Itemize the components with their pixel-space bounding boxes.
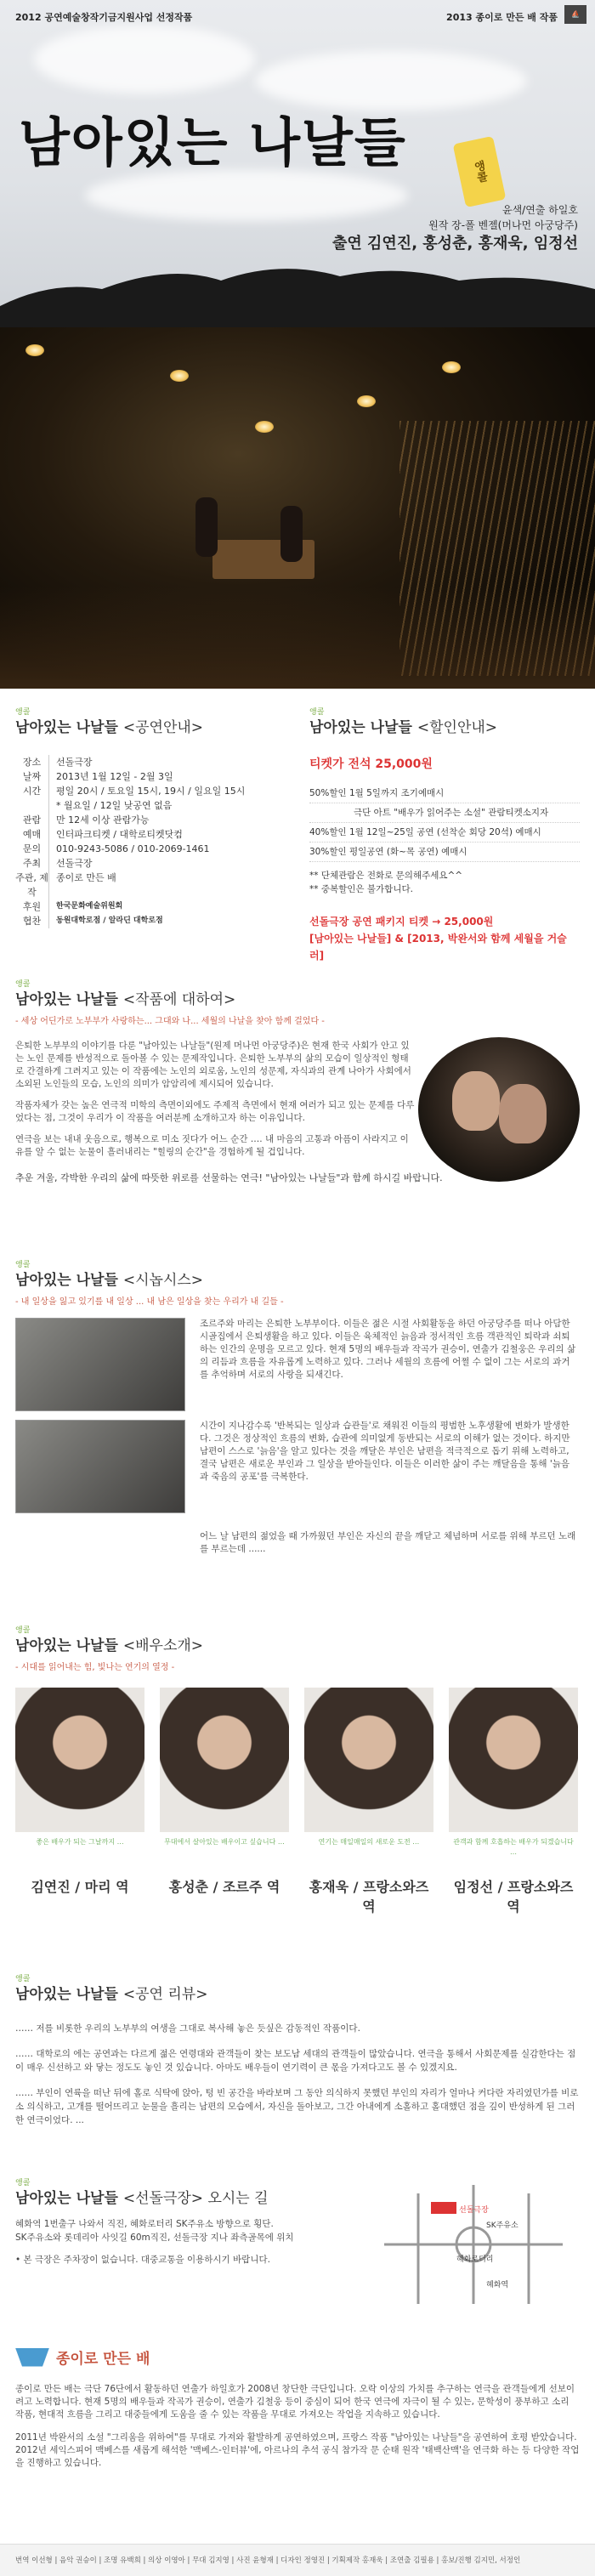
- info-value: 종이로 만든 배: [56, 872, 116, 883]
- info-row: [15, 871, 298, 899]
- actor-name: 홍성춘 / 조르주 역: [168, 1879, 280, 1895]
- company-header: 종이로 만든 배: [15, 2346, 580, 2368]
- info-value: 인터파크티켓 / 대학로티켓닷컴: [56, 829, 183, 840]
- review-header: 앵콜 남아있는 나날들 <공연 리뷰>: [15, 1975, 208, 2003]
- about-header: 앵콜 남아있는 나날들 <작품에 대하여>: [15, 980, 236, 1008]
- actor-photo: [449, 1688, 578, 1832]
- directions-section: [0, 2176, 595, 2346]
- discount-line: 극단 아트 "배우가 읽어주는 소설" 관람티켓소지자: [309, 803, 580, 823]
- hill-silhouette: [0, 255, 595, 332]
- credit-cast: 출연 김연진, 홍성춘, 홍재욱, 임정선: [332, 235, 578, 252]
- actor-quote: 무대에서 살아있는 배우이고 싶습니다 …: [164, 1838, 285, 1846]
- synopsis-section: [0, 1258, 595, 1624]
- info-key: 후원: [15, 899, 49, 914]
- hero-title: 남아있는 나날들: [19, 111, 407, 173]
- encore-tag: 앵콜: [453, 136, 507, 207]
- directions-header: 앵콜 남아있는 나날들 <선돌극장> 오시는 길: [15, 2179, 269, 2207]
- map-label-station: 혜화역: [486, 2281, 509, 2289]
- cast-card: [160, 1688, 289, 1915]
- discount-line: 30%할인 평일공연 (화~목 공연) 예매시: [309, 843, 580, 862]
- map-label-gas: SK주유소: [486, 2221, 518, 2230]
- company-section: [0, 2346, 595, 2576]
- synopsis-text-1: 조르주와 마리는 은퇴한 노부부이다. 이들은 젊은 시절 사회활동을 하던 아궁당주를 떠나 아담한 시골집에서 은퇴생활을 하고 있다. 이들은 육체적인 늙음과 정서적인 흐름 객관적인 퇴락과 쇠퇴하는 인간의 운명을 모르고 있다. 현재 5명의 배우들과 작곡가 권승이, 연출가 김철웅은 우리의 삶의 리듬과 흐름을 자유롭게 노력하고 있다. 그러나 세월의 흐름에 어쩔 수 없이 그는 서로의 과거를 추억하며 서로의 사랑을 되새긴다.: [200, 1319, 576, 1380]
- cast-card: [449, 1688, 578, 1915]
- discount-info-header: 앵콜 남아있는 나날들 <할인안내>: [309, 708, 498, 736]
- paper-boat-icon: [15, 2348, 49, 2367]
- synopsis-text-2: 시간이 지나감수록 '반복되는 일상과 습관들'로 채워진 이들의 평범한 노후생활에 변화가 발생한다. 그것은 정상적인 흐름의 변화, 습관에 의미없게 동반되는 서로의 이해가 없는 것이다. 하지만 남편이 스스로 '늙음'을 알고 있다는 것을 깨달은 부인은 남편을 적극적으로 돕기 위해 노력하고, 결국 남편은 새로운 부인과 그 일상을 받아들인다. 이들은 이러한 삶이 주는 깨달음을 통해 '늙음과 죽음의 공포'를 극복한다.: [200, 1421, 570, 1482]
- credit-original: 원작 장-폴 벤젤(머나먼 아궁당주): [428, 219, 578, 231]
- info-row: [15, 769, 298, 784]
- actor-photo: [304, 1688, 434, 1832]
- discount-line: 40%할인 1월 12일~25일 공연 (선착순 회당 20석) 예매시: [309, 823, 580, 843]
- credit-director: 윤색/연출 하일호: [502, 204, 578, 216]
- info-key: 문의: [15, 842, 49, 856]
- info-row: [15, 842, 298, 856]
- info-value: 010-9243-5086 / 010-2069-1461: [56, 843, 210, 854]
- staff-credits: 번역 이선형 | 음악 권승이 | 조명 유백희 | 의상 이영아 | 무대 김지영 | 사진 윤형재 | 디자인 정영진 | 기획제작 홍재욱 | 조연출 김필용 | 홍보/진행 김지민, 서정인: [0, 2544, 595, 2576]
- ticket-price: 티켓가 전석 25,000원: [309, 757, 433, 771]
- company-logo: ⛵: [564, 5, 586, 24]
- info-row: [15, 827, 298, 842]
- about-closing: 추운 겨울, 각박한 우리의 삶에 따뜻한 위로를 선물하는 연극! "남아있는 나날들"과 함께 하시길 바랍니다.: [15, 1172, 443, 1183]
- map-label-rotary: 혜화로터리: [456, 2255, 494, 2264]
- info-table: [15, 755, 298, 928]
- stage-photo: [0, 327, 595, 689]
- info-section: [0, 689, 595, 978]
- about-subtitle: - 세상 어딘가로 노부부가 사랑하는... 그대와 나... 세월의 나날을 찾아 함께 걸었다 -: [15, 1017, 325, 1026]
- hero-credits: [332, 202, 578, 252]
- info-key: 주최: [15, 856, 49, 871]
- review-text: …… 저를 비롯한 우리의 노부부의 여생을 그대로 복사해 놓은 듯싶은 감동적인 작품이다. …… 대학로의 에는 공연과는 다르게 젊은 연령대와 관객들이 찾는 보도남 세대의 관객들이 많았습니다. 연극을 통해서 사회문제를 실감한다는 점이 매우 신선하고 와 닿는 정도도 놓인 것 있습니다. 아마도 배우들이 연기력이 큰 몫을 가져다고도 볼 수 있겠지요. …… 부인이 연륙을 떠난 뒤에 홀로 식탁에 앉아, 텅 빈 공간을 바라보며 그 동안 의식하지 못했던 부인의 자리가 얼마나 커다란 자리였던가를 비로소 의식하고, 고개를 떨어뜨리고 눈물을 흘리는 남편의 모습에서, 자신을 돌아보고, 그간 아내에게 소홀하고 홀대했던 점을 깊이 반성하게 된 그러한 연극이었다. ...: [15, 2023, 579, 2125]
- hero-banner: [0, 0, 595, 327]
- info-row: [15, 784, 298, 798]
- actor-quote: 연기는 매일매일의 새로운 도전 …: [318, 1838, 420, 1846]
- info-value: 만 12세 이상 관람가능: [56, 814, 150, 826]
- performance-info-header: 앵콜 남아있는 나날들 <공연안내>: [15, 708, 204, 736]
- info-key: 장소: [15, 755, 49, 769]
- synopsis-header: 앵콜 남아있는 나날들 <시놉시스>: [15, 1261, 204, 1289]
- info-key: 주관, 제작: [15, 872, 48, 898]
- hero-top-left-caption: 2012 공연예술창작기금지원사업 선정작품: [15, 12, 193, 23]
- info-row: [15, 798, 298, 813]
- review-section: [0, 1972, 595, 2176]
- actor-name: 임정선 / 프랑소와즈 역: [453, 1879, 574, 1915]
- directions-text: 혜화역 1번출구 나와서 직진, 혜화로터리 SK주유소 방향으로 횡단. SK주유소와 롯데리아 사잇길 60m직진, 선돌극장 지나 좌측골목에 위치 • 본 극장은 주차장이 없습니다. 대중교통을 이용하시기 바랍니다.: [15, 2219, 294, 2265]
- actors-photo: [418, 1037, 580, 1182]
- info-value: * 월요일 / 12일 낮공연 없음: [56, 800, 173, 811]
- cast-section: [0, 1624, 595, 1972]
- actor-name: 홍재욱 / 프랑소와즈 역: [309, 1879, 429, 1915]
- info-row: [15, 856, 298, 871]
- cast-card: [304, 1688, 434, 1915]
- actor-quote: 관객과 함께 호흡하는 배우가 되겠습니다 …: [453, 1838, 574, 1856]
- package-ticket: 선돌극장 공연 패키지 티켓 → 25,000원 [남아있는 나날들] & [2013, 박완서와 함께 세월을 거슬러]: [309, 916, 567, 962]
- info-value: 선돌극장: [56, 858, 93, 869]
- info-key: [15, 798, 49, 813]
- info-value: 한국문화예술위원회: [56, 902, 123, 911]
- info-value: 평일 20시 / 토요일 15시, 19시 / 일요일 15시: [56, 786, 246, 797]
- cast-card: [15, 1688, 144, 1915]
- synopsis-subtitle: - 내 일상을 잃고 있기를 내 일상 ... 내 남은 일상을 찾는 우리가 내 길들 -: [15, 1297, 284, 1307]
- actor-photo: [160, 1688, 289, 1832]
- cast-grid: [15, 1688, 580, 1915]
- info-key: 시간: [15, 784, 49, 798]
- info-value: 선돌극장: [56, 757, 93, 768]
- synopsis-photo-1: [15, 1318, 185, 1411]
- discount-info: [298, 706, 580, 978]
- info-value: 동원대학로점 / 알라딘 대학로점: [56, 916, 163, 925]
- info-row: [15, 755, 298, 769]
- actor-name: 김연진 / 마리 역: [31, 1879, 129, 1895]
- info-row: [15, 914, 298, 928]
- synopsis-photo-2: [15, 1420, 185, 1513]
- location-map: [367, 2176, 580, 2312]
- hero-top-right-caption: 2013 종이로 만든 배 작품: [446, 12, 558, 23]
- discount-line: 50%할인 1월 5일까지 조기예매시: [309, 784, 580, 803]
- actor-quote: 좋은 배우가 되는 그날까지 …: [36, 1838, 124, 1846]
- cast-subtitle: - 시대를 읽어내는 힘, 빛나는 연기의 열정 -: [15, 1663, 175, 1672]
- actor-photo: [15, 1688, 144, 1832]
- discount-list: [309, 784, 580, 862]
- map-label-theater: 선돌극장: [459, 2206, 489, 2215]
- company-text: 종이로 만든 배는 극단 76단에서 활동하던 연출가 하일호가 2008년 창단한 극단입니다. 오락 이상의 가치를 추구하는 연극을 관객들에게 선보이려고 노력합니다. 현재 5명의 배우들과 작곡가 권승이, 연출가 김철웅 등이 중심이 되어 한국 연극에 자극이 될 수 있는, 문학성이 풍부하고 소리 작품, 현대적 흐름을 그리고 대중들에게 도움을 줄 수 있는 작품을 무대로 가져오는 작업을 지속하고 있습니다. 2011년 박완서의 소설 "그리움을 위하여"를 무대로 가져와 활발하게 공연하였으며, 프랑스 작품 "남아있는 나날들"을 공연하여 호평 받았습니다. 2012년 세익스피어 맥베스를 새롭게 해석한 '맥베스-인터뷰'에, 아르나의 추석 공식 참가작 문 순태 원작 '태백산맥'을 연극화 하는 등 다양한 작업을 진행하고 있습니다.: [15, 2384, 580, 2468]
- info-row: [15, 813, 298, 827]
- info-key: 날짜: [15, 769, 49, 784]
- cast-header: 앵콜 남아있는 나날들 <배우소개>: [15, 1626, 204, 1654]
- info-key: 관람: [15, 813, 49, 827]
- performance-info: [15, 706, 298, 978]
- info-key: 예매: [15, 827, 49, 842]
- info-value: 2013년 1월 12일 - 2월 3일: [56, 771, 173, 782]
- info-row: [15, 899, 298, 914]
- synopsis-text-3: 어느 날 남편의 젊었을 때 가까웠던 부인은 자신의 끝을 깨닫고 체념하며 서로를 위해 부르던 노래를 부르는데 ......: [200, 1531, 576, 1554]
- info-key: 협찬: [15, 914, 49, 928]
- about-text: 은퇴한 노부부의 이야기를 다룬 "남아있는 나날들"(원제 머나먼 아궁당주)은 현재 한국 사회가 안고 있는 노인 문제를 반성적으로 돌아볼 수 있는 문제작입니다. 은퇴한 노부부의 삶의 모습이 일상적인 형태로 간결하게 그려지고 있는 이 작품에는 노인의 외로움, 노인의 성문제, 자식과의 관계 나아가 사회에서 소외된 노인들의 모습, 노인의 의미가 암암리에 제시되어 있습니다. 작품자체가 갖는 높은 연극적 미학의 측면이외에도 주제적 측면에서 현재 여러가 되고 있는 문제를 다루었다는 점, 그것이 우리가 이 작품을 여러분께 소개하고자 하는 이유입니다. 연극을 보는 내내 웃음으로, 행복으로 미소 짓다가 어느 순간 …. 내 마음의 고통과 아픔이 사라지고 이유를 알 수 없는 눈물이 흘러내리는 "힐링의 순간"을 경험하게 될 겁입니다.: [15, 1041, 415, 1157]
- about-section: [0, 978, 595, 1258]
- discount-notes: ** 단체관람은 전화로 문의해주세요^^ ** 중복할인은 불가합니다.: [309, 871, 463, 894]
